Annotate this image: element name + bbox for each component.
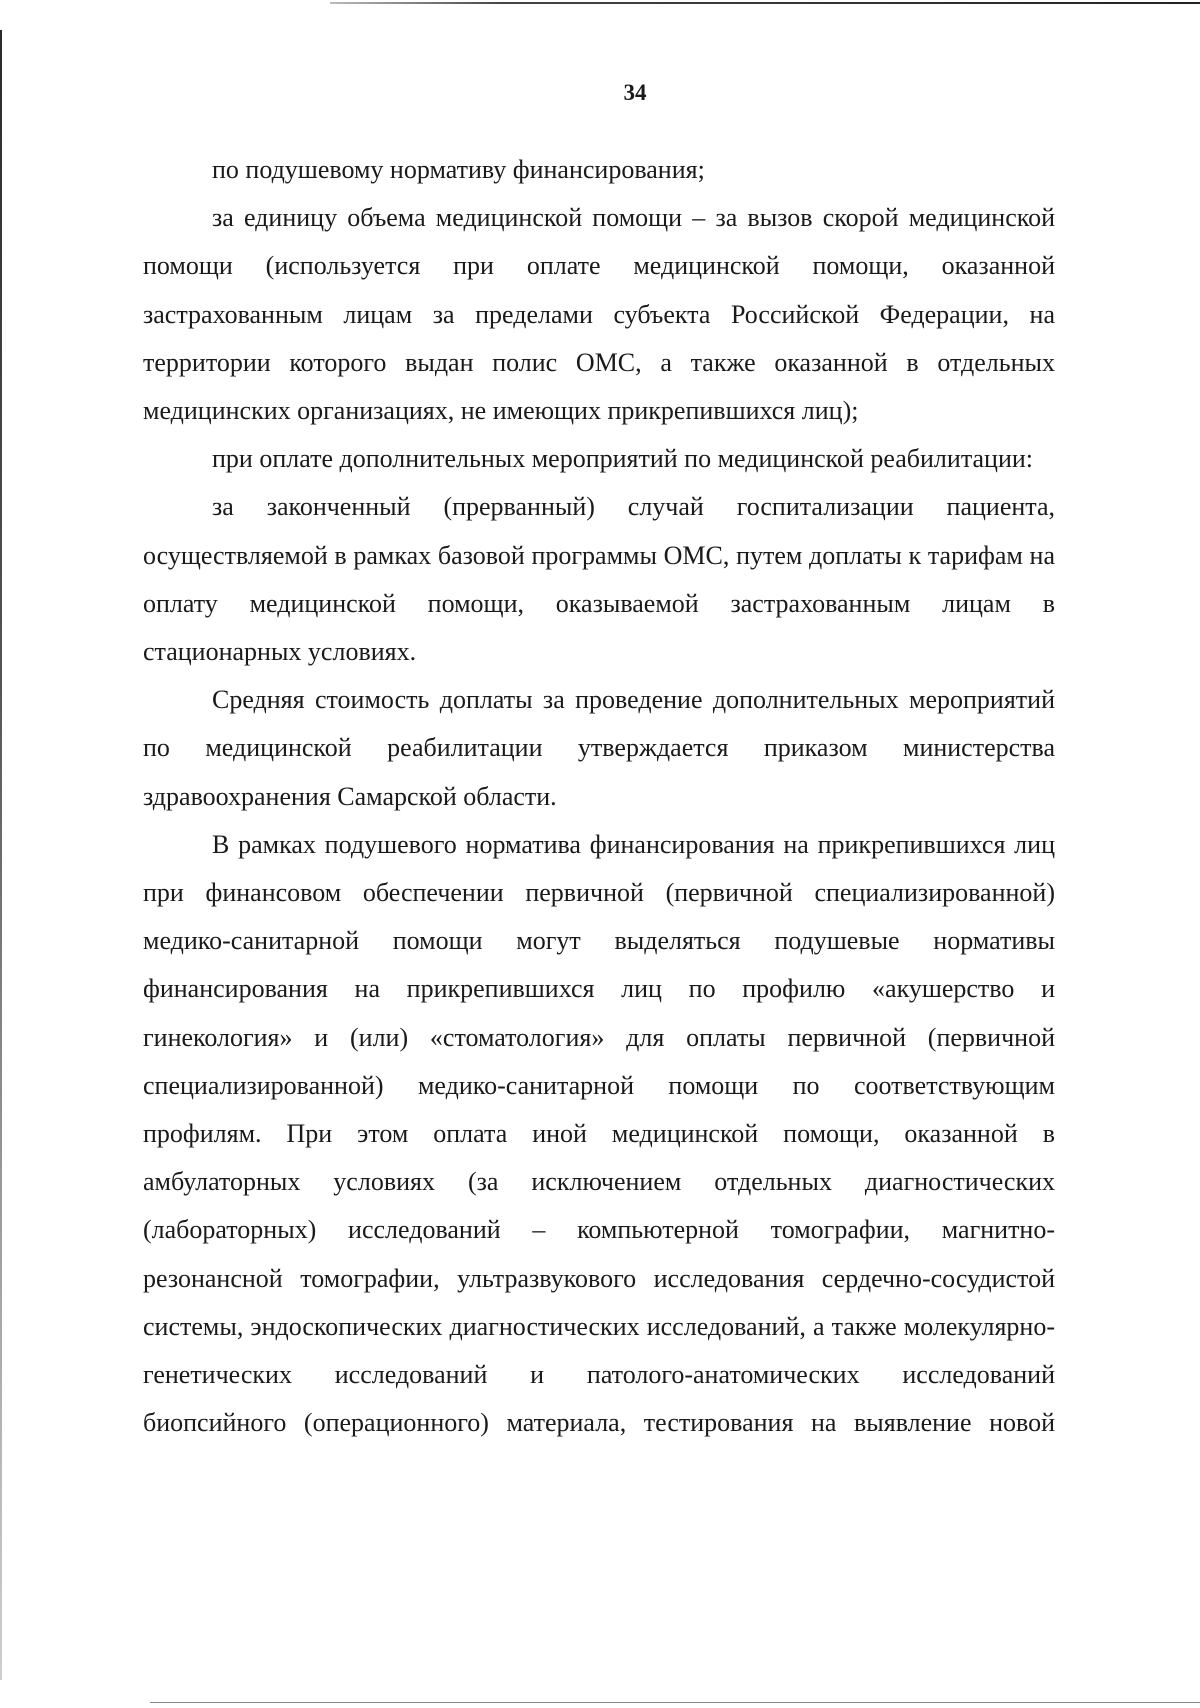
paragraph-4: за законченный (прерванный) случай госпитализации пациента, осуществляемой в рамках базовой программы ОМС, путем доплаты к тарифам на оплату медицинской помощи, оказываемой застрахованным лицам в стационарных условиях. (143, 492, 1055, 667)
paragraph-1: по подушевому нормативу финансирования; (212, 155, 705, 184)
paragraph-6: В рамках подушевого норматива финансирования на прикрепившихся лиц при финансовом обеспечении первичной (первичной специализированной) медико-санитарной помощи могут выделяться подушевые нормативы финансирования на прикрепившихся лиц по профилю «акушерство и гинекология» и (или) «стоматология» для оплаты первичной (первичной специализированной) медико-санитарной помощи по соответствующим профилям. При этом оплата иной медицинской помощи, оказанной в амбулаторных условиях (за исключением отдельных диагностических (лабораторных) исследований – компьютерной томографии, магнитно-резонансной томографии, ультразвукового исследования сердечно-сосудистой системы, эндоскопических диагностических исследований, а также молекулярно-генетических исследований и патолого-анатомических исследований биопсийного (операционного) материала, тестирования на выявление новой (143, 829, 1055, 1438)
paragraph-2: за единицу объема медицинской помощи – за вызов скорой медицинской помощи (используется при оплате медицинской помощи, оказанной застрахованным лицам за пределами субъекта Российской Федерации, на территории которого выдан полис ОМС, а также оказанной в отдельных медицинских организациях, не имеющих прикрепившихся лиц); (143, 203, 1055, 426)
paragraph-5: Средняя стоимость доплаты за проведение дополнительных мероприятий по медицинской реабилитации утверждается приказом министерства здравоохранения Самарской области. (143, 685, 1055, 811)
document-body (143, 146, 1055, 1447)
scan-edge-bottom (150, 1702, 1200, 1703)
page-number: 34 (623, 80, 647, 105)
scan-edge-left (0, 30, 2, 1680)
paragraph-3: при оплате дополнительных мероприятий по медицинской реабилитации: (212, 444, 1034, 474)
scan-edge-top (330, 2, 1200, 4)
